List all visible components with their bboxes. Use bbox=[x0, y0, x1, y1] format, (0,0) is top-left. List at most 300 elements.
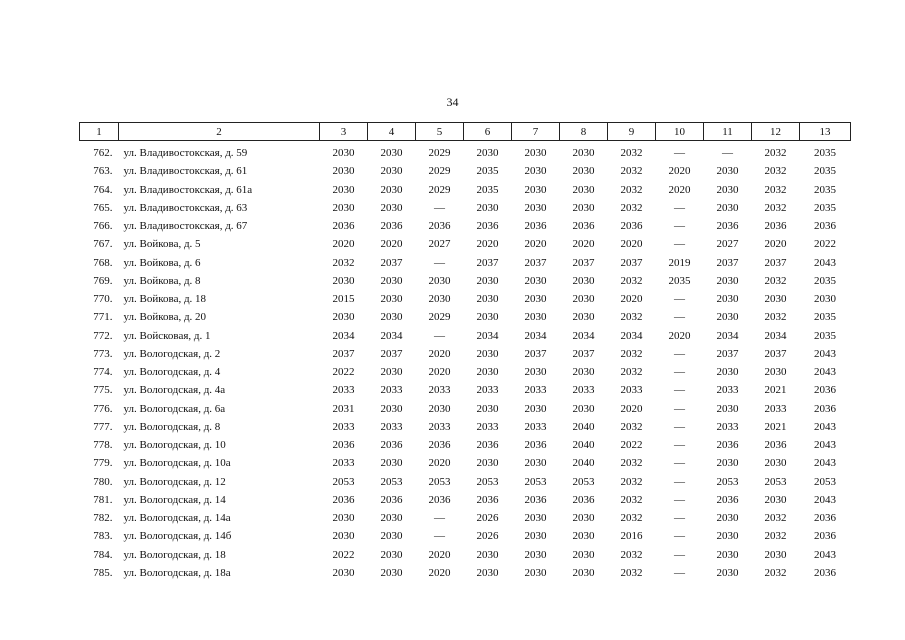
column-header-5: 5 bbox=[416, 123, 464, 141]
year-cell-col-12: 2032 bbox=[764, 512, 787, 525]
year-cell-col-5: 2030 bbox=[428, 293, 451, 306]
year-cell-col-7: 2030 bbox=[524, 274, 547, 287]
address-cell: ул. Вологодская, д. 2 bbox=[123, 347, 221, 360]
page-number: 34 bbox=[446, 95, 459, 109]
year-cell-col-4: 2034 bbox=[380, 329, 403, 342]
year-cell-col-4: 2036 bbox=[380, 439, 403, 452]
year-cell-col-8: 2040 bbox=[572, 457, 595, 470]
year-cell-col-9: 2032 bbox=[620, 457, 643, 470]
year-cell-col-5: 2036 bbox=[428, 439, 451, 452]
table-row bbox=[80, 181, 851, 199]
year-cell-col-6: 2033 bbox=[476, 420, 499, 433]
year-cell-col-8: 2030 bbox=[572, 274, 595, 287]
address-cell: ул. Вологодская, д. 18 bbox=[123, 548, 226, 561]
year-cell-col-8: 2037 bbox=[572, 256, 595, 269]
year-cell-col-8: 2020 bbox=[572, 238, 595, 251]
column-header-6: 6 bbox=[464, 123, 512, 141]
year-cell-col-13: 2035 bbox=[814, 165, 836, 178]
year-cell-col-10: — bbox=[674, 493, 685, 506]
year-cell-col-4: 2030 bbox=[380, 548, 403, 561]
year-cell-col-7: 2033 bbox=[524, 420, 547, 433]
year-cell-col-3: 2033 bbox=[332, 384, 355, 397]
address-cell: ул. Войкова, д. 5 bbox=[123, 238, 201, 251]
year-cell-col-5: 2020 bbox=[428, 457, 451, 470]
year-cell-col-6: 2036 bbox=[476, 493, 499, 506]
year-cell-col-4: 2030 bbox=[380, 165, 403, 178]
table-row bbox=[80, 418, 851, 436]
year-cell-col-12: 2032 bbox=[764, 566, 787, 579]
year-cell-col-9: 2020 bbox=[620, 402, 643, 415]
year-cell-col-10: — bbox=[674, 439, 685, 452]
year-cell-col-5: 2020 bbox=[428, 347, 451, 360]
year-cell-col-3: 2015 bbox=[332, 293, 355, 306]
year-cell-col-4: 2030 bbox=[380, 566, 403, 579]
year-cell-col-9: 2016 bbox=[620, 530, 643, 543]
year-cell-col-8: 2040 bbox=[572, 420, 595, 433]
year-cell-col-9: 2032 bbox=[620, 475, 643, 488]
year-cell-col-7: 2030 bbox=[524, 165, 547, 178]
year-cell-col-4: 2030 bbox=[380, 311, 403, 324]
table-row bbox=[80, 217, 851, 235]
year-cell-col-12: 2030 bbox=[764, 457, 787, 470]
year-cell-col-12: 2032 bbox=[764, 311, 787, 324]
year-cell-col-5: 2029 bbox=[428, 165, 451, 178]
year-cell-col-7: 2030 bbox=[524, 566, 547, 579]
year-cell-col-11: 2030 bbox=[716, 274, 739, 287]
row-number-cell: 771. bbox=[93, 311, 113, 324]
year-cell-col-12: 2032 bbox=[764, 183, 787, 196]
year-cell-col-3: 2030 bbox=[332, 274, 355, 287]
year-cell-col-4: 2053 bbox=[380, 475, 403, 488]
year-cell-col-8: 2030 bbox=[572, 183, 595, 196]
year-cell-col-13: 2036 bbox=[814, 402, 836, 415]
year-cell-col-13: 2043 bbox=[814, 256, 836, 269]
year-cell-col-5: — bbox=[434, 329, 445, 342]
year-cell-col-5: 2020 bbox=[428, 548, 451, 561]
year-cell-col-9: 2032 bbox=[620, 311, 643, 324]
year-cell-col-7: 2030 bbox=[524, 183, 547, 196]
year-cell-col-10: 2019 bbox=[668, 256, 691, 269]
year-cell-col-8: 2030 bbox=[572, 147, 595, 160]
year-cell-col-3: 2034 bbox=[332, 329, 355, 342]
year-cell-col-11: 2030 bbox=[716, 457, 739, 470]
year-cell-col-5: 2020 bbox=[428, 566, 451, 579]
table-row bbox=[80, 254, 851, 272]
year-cell-col-13: 2035 bbox=[814, 201, 836, 214]
year-cell-col-12: 2032 bbox=[764, 201, 787, 214]
row-number-cell: 763. bbox=[93, 165, 113, 178]
table-row bbox=[80, 141, 851, 163]
row-number-cell: 770. bbox=[93, 293, 113, 306]
year-cell-col-7: 2037 bbox=[524, 347, 547, 360]
year-cell-col-13: 2035 bbox=[814, 147, 836, 160]
year-cell-col-5: — bbox=[434, 256, 445, 269]
year-cell-col-11: — bbox=[722, 147, 733, 160]
year-cell-col-9: 2032 bbox=[620, 566, 643, 579]
year-cell-col-10: — bbox=[674, 420, 685, 433]
year-cell-col-12: 2020 bbox=[764, 238, 787, 251]
year-cell-col-11: 2053 bbox=[716, 475, 739, 488]
year-cell-col-3: 2036 bbox=[332, 220, 355, 233]
year-cell-col-9: 2020 bbox=[620, 293, 643, 306]
year-cell-col-12: 2021 bbox=[764, 384, 787, 397]
year-cell-col-4: 2036 bbox=[380, 493, 403, 506]
year-cell-col-8: 2030 bbox=[572, 311, 595, 324]
year-cell-col-10: — bbox=[674, 220, 685, 233]
year-cell-col-9: 2032 bbox=[620, 366, 643, 379]
year-cell-col-13: 2035 bbox=[814, 274, 836, 287]
year-cell-col-9: 2032 bbox=[620, 147, 643, 160]
year-cell-col-7: 2030 bbox=[524, 366, 547, 379]
year-cell-col-4: 2030 bbox=[380, 183, 403, 196]
year-cell-col-12: 2037 bbox=[764, 256, 787, 269]
year-cell-col-4: 2030 bbox=[380, 147, 403, 160]
year-cell-col-5: 2029 bbox=[428, 183, 451, 196]
year-cell-col-4: 2033 bbox=[380, 384, 403, 397]
year-cell-col-9: 2033 bbox=[620, 384, 643, 397]
year-cell-col-5: 2030 bbox=[428, 274, 451, 287]
year-cell-col-11: 2036 bbox=[716, 439, 739, 452]
year-cell-col-3: 2030 bbox=[332, 183, 355, 196]
year-cell-col-3: 2032 bbox=[332, 256, 355, 269]
year-cell-col-5: 2027 bbox=[428, 238, 451, 251]
year-cell-col-3: 2033 bbox=[332, 420, 355, 433]
year-cell-col-4: 2030 bbox=[380, 201, 403, 214]
year-cell-col-5: 2020 bbox=[428, 366, 451, 379]
year-cell-col-11: 2034 bbox=[716, 329, 739, 342]
year-cell-col-13: 2022 bbox=[814, 238, 836, 251]
table-row bbox=[80, 509, 851, 527]
year-cell-col-3: 2022 bbox=[332, 548, 355, 561]
address-cell: ул. Войкова, д. 18 bbox=[123, 293, 207, 306]
row-number-cell: 785. bbox=[93, 566, 113, 579]
table-row bbox=[80, 363, 851, 381]
row-number-cell: 764. bbox=[93, 183, 113, 196]
address-cell: ул. Вологодская, д. 6а bbox=[123, 402, 226, 415]
year-cell-col-11: 2030 bbox=[716, 530, 739, 543]
row-number-cell: 780. bbox=[93, 475, 113, 488]
year-cell-col-13: 2043 bbox=[814, 420, 836, 433]
year-cell-col-10: — bbox=[674, 475, 685, 488]
address-cell: ул. Войкова, д. 6 bbox=[123, 256, 201, 269]
year-cell-col-7: 2030 bbox=[524, 201, 547, 214]
year-cell-col-6: 2020 bbox=[476, 238, 499, 251]
year-cell-col-10: — bbox=[674, 512, 685, 525]
address-cell: ул. Вологодская, д. 18а bbox=[123, 566, 231, 579]
column-header-4: 4 bbox=[368, 123, 416, 141]
year-cell-col-10: 2020 bbox=[668, 165, 691, 178]
year-cell-col-7: 2030 bbox=[524, 147, 547, 160]
row-number-cell: 765. bbox=[93, 201, 113, 214]
year-cell-col-5: 2029 bbox=[428, 311, 451, 324]
column-header-13: 13 bbox=[800, 123, 851, 141]
year-cell-col-5: 2030 bbox=[428, 402, 451, 415]
year-cell-col-13: 2036 bbox=[814, 384, 836, 397]
address-cell: ул. Вологодская, д. 14а bbox=[123, 512, 231, 525]
table-body bbox=[80, 141, 851, 583]
address-cell: ул. Войсковая, д. 1 bbox=[123, 329, 211, 342]
year-cell-col-11: 2030 bbox=[716, 366, 739, 379]
year-cell-col-5: 2036 bbox=[428, 220, 451, 233]
year-cell-col-3: 2020 bbox=[332, 238, 355, 251]
year-cell-col-12: 2037 bbox=[764, 347, 787, 360]
table-row bbox=[80, 564, 851, 582]
year-cell-col-7: 2037 bbox=[524, 256, 547, 269]
column-header-3: 3 bbox=[320, 123, 368, 141]
year-cell-col-8: 2030 bbox=[572, 512, 595, 525]
year-cell-col-8: 2036 bbox=[572, 220, 595, 233]
row-number-cell: 768. bbox=[93, 256, 113, 269]
year-cell-col-12: 2036 bbox=[764, 439, 787, 452]
year-cell-col-8: 2030 bbox=[572, 293, 595, 306]
row-number-cell: 783. bbox=[93, 530, 113, 543]
year-cell-col-3: 2030 bbox=[332, 512, 355, 525]
year-cell-col-3: 2031 bbox=[332, 402, 355, 415]
year-cell-col-11: 2037 bbox=[716, 256, 739, 269]
address-cell: ул. Владивостокская, д. 63 bbox=[123, 201, 248, 214]
year-cell-col-4: 2030 bbox=[380, 457, 403, 470]
year-cell-col-6: 2026 bbox=[476, 512, 499, 525]
year-cell-col-7: 2036 bbox=[524, 220, 547, 233]
address-cell: ул. Вологодская, д. 10 bbox=[123, 439, 226, 452]
year-cell-col-6: 2030 bbox=[476, 201, 499, 214]
year-cell-col-8: 2034 bbox=[572, 329, 595, 342]
address-cell: ул. Владивостокская, д. 67 bbox=[123, 220, 248, 233]
year-cell-col-7: 2036 bbox=[524, 493, 547, 506]
address-cell: ул. Вологодская, д. 12 bbox=[123, 475, 226, 488]
year-cell-col-8: 2030 bbox=[572, 366, 595, 379]
year-cell-col-6: 2035 bbox=[476, 183, 499, 196]
year-cell-col-12: 2034 bbox=[764, 329, 787, 342]
year-cell-col-12: 2032 bbox=[764, 147, 787, 160]
year-cell-col-11: 2030 bbox=[716, 311, 739, 324]
year-cell-col-11: 2030 bbox=[716, 165, 739, 178]
year-cell-col-9: 2032 bbox=[620, 274, 643, 287]
year-cell-col-4: 2037 bbox=[380, 347, 403, 360]
address-cell: ул. Вологодская, д. 10а bbox=[123, 457, 231, 470]
year-cell-col-8: 2030 bbox=[572, 201, 595, 214]
year-cell-col-13: 2030 bbox=[814, 293, 836, 306]
address-cell: ул. Войкова, д. 20 bbox=[123, 311, 207, 324]
year-cell-col-13: 2043 bbox=[814, 548, 836, 561]
year-cell-col-4: 2030 bbox=[380, 293, 403, 306]
year-cell-col-9: 2032 bbox=[620, 493, 643, 506]
column-header-1: 1 bbox=[80, 123, 119, 141]
year-cell-col-7: 2034 bbox=[524, 329, 547, 342]
year-cell-col-5: 2033 bbox=[428, 420, 451, 433]
table-row bbox=[80, 272, 851, 290]
year-cell-col-7: 2033 bbox=[524, 384, 547, 397]
address-cell: ул. Вологодская, д. 14б bbox=[123, 530, 232, 543]
year-cell-col-11: 2030 bbox=[716, 402, 739, 415]
row-number-cell: 779. bbox=[93, 457, 113, 470]
year-cell-col-3: 2036 bbox=[332, 493, 355, 506]
year-cell-col-12: 2032 bbox=[764, 530, 787, 543]
table-row bbox=[80, 199, 851, 217]
year-cell-col-4: 2030 bbox=[380, 402, 403, 415]
year-cell-col-3: 2030 bbox=[332, 147, 355, 160]
row-number-cell: 782. bbox=[93, 512, 113, 525]
year-cell-col-8: 2033 bbox=[572, 384, 595, 397]
column-header-7: 7 bbox=[512, 123, 560, 141]
table-row bbox=[80, 491, 851, 509]
year-cell-col-13: 2043 bbox=[814, 366, 836, 379]
row-number-cell: 772. bbox=[93, 329, 113, 342]
repair-schedule-table bbox=[79, 122, 851, 582]
year-cell-col-13: 2036 bbox=[814, 530, 836, 543]
year-cell-col-5: 2029 bbox=[428, 147, 451, 160]
column-header-9: 9 bbox=[608, 123, 656, 141]
row-number-cell: 784. bbox=[93, 548, 113, 561]
header-row bbox=[80, 123, 851, 141]
year-cell-col-6: 2036 bbox=[476, 220, 499, 233]
row-number-cell: 781. bbox=[93, 493, 113, 506]
year-cell-col-6: 2030 bbox=[476, 347, 499, 360]
year-cell-col-6: 2030 bbox=[476, 566, 499, 579]
year-cell-col-4: 2020 bbox=[380, 238, 403, 251]
year-cell-col-7: 2036 bbox=[524, 439, 547, 452]
table-row bbox=[80, 436, 851, 454]
year-cell-col-7: 2030 bbox=[524, 530, 547, 543]
row-number-cell: 775. bbox=[93, 384, 113, 397]
year-cell-col-8: 2053 bbox=[572, 475, 595, 488]
year-cell-col-5: 2036 bbox=[428, 493, 451, 506]
year-cell-col-9: 2032 bbox=[620, 165, 643, 178]
year-cell-col-6: 2030 bbox=[476, 274, 499, 287]
year-cell-col-8: 2037 bbox=[572, 347, 595, 360]
year-cell-col-9: 2036 bbox=[620, 220, 643, 233]
year-cell-col-7: 2030 bbox=[524, 293, 547, 306]
table-row bbox=[80, 473, 851, 491]
year-cell-col-6: 2030 bbox=[476, 402, 499, 415]
year-cell-col-12: 2036 bbox=[764, 220, 787, 233]
year-cell-col-6: 2053 bbox=[476, 475, 499, 488]
year-cell-col-10: — bbox=[674, 548, 685, 561]
year-cell-col-3: 2053 bbox=[332, 475, 355, 488]
year-cell-col-7: 2053 bbox=[524, 475, 547, 488]
year-cell-col-3: 2030 bbox=[332, 530, 355, 543]
row-number-cell: 773. bbox=[93, 347, 113, 360]
year-cell-col-11: 2036 bbox=[716, 493, 739, 506]
row-number-cell: 777. bbox=[93, 420, 113, 433]
year-cell-col-4: 2030 bbox=[380, 274, 403, 287]
year-cell-col-9: 2032 bbox=[620, 347, 643, 360]
year-cell-col-10: — bbox=[674, 147, 685, 160]
year-cell-col-4: 2030 bbox=[380, 366, 403, 379]
year-cell-col-8: 2036 bbox=[572, 493, 595, 506]
address-cell: ул. Войкова, д. 8 bbox=[123, 274, 201, 287]
row-number-cell: 767. bbox=[93, 238, 113, 251]
year-cell-col-8: 2030 bbox=[572, 548, 595, 561]
year-cell-col-13: 2043 bbox=[814, 347, 836, 360]
year-cell-col-6: 2030 bbox=[476, 366, 499, 379]
year-cell-col-6: 2030 bbox=[476, 293, 499, 306]
column-header-8: 8 bbox=[560, 123, 608, 141]
year-cell-col-3: 2036 bbox=[332, 439, 355, 452]
year-cell-col-13: 2043 bbox=[814, 457, 836, 470]
year-cell-col-3: 2030 bbox=[332, 165, 355, 178]
year-cell-col-11: 2027 bbox=[716, 238, 739, 251]
year-cell-col-13: 2053 bbox=[814, 475, 836, 488]
year-cell-col-11: 2033 bbox=[716, 384, 739, 397]
year-cell-col-9: 2032 bbox=[620, 548, 643, 561]
year-cell-col-12: 2030 bbox=[764, 293, 787, 306]
year-cell-col-13: 2036 bbox=[814, 220, 836, 233]
year-cell-col-11: 2037 bbox=[716, 347, 739, 360]
year-cell-col-7: 2030 bbox=[524, 402, 547, 415]
year-cell-col-6: 2030 bbox=[476, 548, 499, 561]
year-cell-col-9: 2022 bbox=[620, 439, 643, 452]
year-cell-col-12: 2030 bbox=[764, 493, 787, 506]
year-cell-col-13: 2036 bbox=[814, 566, 836, 579]
year-cell-col-6: 2030 bbox=[476, 147, 499, 160]
year-cell-col-8: 2030 bbox=[572, 530, 595, 543]
year-cell-col-6: 2033 bbox=[476, 384, 499, 397]
year-cell-col-7: 2030 bbox=[524, 311, 547, 324]
table-row bbox=[80, 162, 851, 180]
table-row bbox=[80, 381, 851, 399]
column-header-11: 11 bbox=[704, 123, 752, 141]
year-cell-col-13: 2043 bbox=[814, 493, 836, 506]
year-cell-col-11: 2030 bbox=[716, 512, 739, 525]
year-cell-col-9: 2037 bbox=[620, 256, 643, 269]
year-cell-col-9: 2034 bbox=[620, 329, 643, 342]
year-cell-col-12: 2053 bbox=[764, 475, 787, 488]
year-cell-col-13: 2035 bbox=[814, 183, 836, 196]
year-cell-col-10: — bbox=[674, 238, 685, 251]
year-cell-col-6: 2030 bbox=[476, 311, 499, 324]
year-cell-col-13: 2035 bbox=[814, 311, 836, 324]
year-cell-col-4: 2030 bbox=[380, 530, 403, 543]
year-cell-col-8: 2040 bbox=[572, 439, 595, 452]
year-cell-col-6: 2026 bbox=[476, 530, 499, 543]
year-cell-col-5: — bbox=[434, 201, 445, 214]
year-cell-col-10: — bbox=[674, 347, 685, 360]
year-cell-col-6: 2034 bbox=[476, 329, 499, 342]
year-cell-col-8: 2030 bbox=[572, 566, 595, 579]
year-cell-col-12: 2033 bbox=[764, 402, 787, 415]
year-cell-col-13: 2043 bbox=[814, 439, 836, 452]
year-cell-col-3: 2030 bbox=[332, 201, 355, 214]
year-cell-col-5: — bbox=[434, 530, 445, 543]
year-cell-col-10: — bbox=[674, 457, 685, 470]
year-cell-col-10: 2035 bbox=[668, 274, 691, 287]
column-header-12: 12 bbox=[752, 123, 800, 141]
year-cell-col-9: 2032 bbox=[620, 201, 643, 214]
year-cell-col-12: 2032 bbox=[764, 165, 787, 178]
year-cell-col-7: 2030 bbox=[524, 512, 547, 525]
year-cell-col-13: 2036 bbox=[814, 512, 836, 525]
year-cell-col-4: 2036 bbox=[380, 220, 403, 233]
table-row bbox=[80, 345, 851, 363]
year-cell-col-10: — bbox=[674, 566, 685, 579]
row-number-cell: 769. bbox=[93, 274, 113, 287]
year-cell-col-10: — bbox=[674, 402, 685, 415]
year-cell-col-11: 2030 bbox=[716, 183, 739, 196]
year-cell-col-9: 2032 bbox=[620, 420, 643, 433]
row-number-cell: 762. bbox=[93, 147, 113, 160]
address-cell: ул. Вологодская, д. 4 bbox=[123, 366, 221, 379]
year-cell-col-4: 2033 bbox=[380, 420, 403, 433]
year-cell-col-6: 2035 bbox=[476, 165, 499, 178]
year-cell-col-10: — bbox=[674, 366, 685, 379]
year-cell-col-8: 2030 bbox=[572, 402, 595, 415]
row-number-cell: 774. bbox=[93, 366, 113, 379]
year-cell-col-12: 2030 bbox=[764, 366, 787, 379]
year-cell-col-7: 2030 bbox=[524, 457, 547, 470]
year-cell-col-7: 2020 bbox=[524, 238, 547, 251]
column-header-2: 2 bbox=[119, 123, 320, 141]
